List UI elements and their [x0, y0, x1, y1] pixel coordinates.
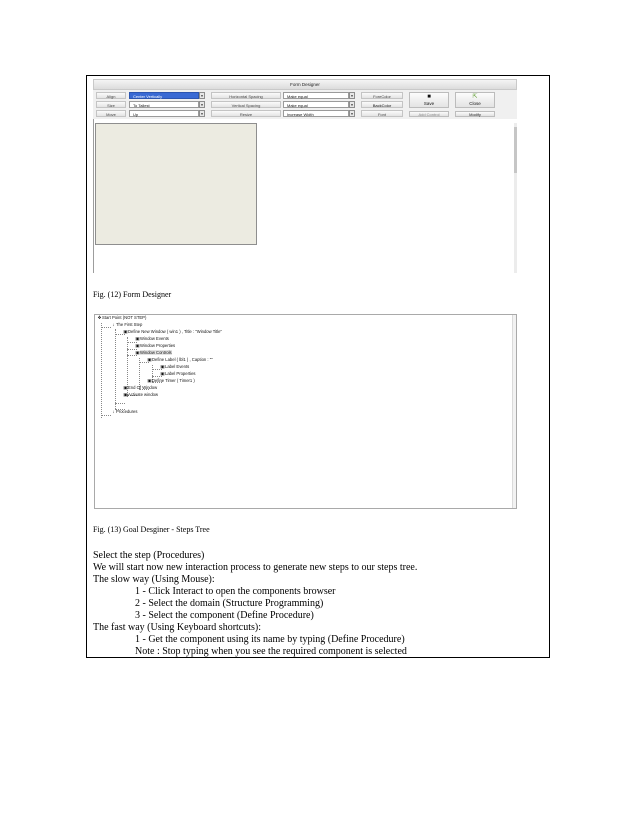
- save-label: Save: [423, 101, 435, 106]
- vertical-spacing-button[interactable]: Vertical Spacing: [211, 101, 281, 108]
- component-icon: ▣: [135, 336, 140, 341]
- fig12-caption: Fig. (12) Form Designer: [93, 290, 172, 299]
- steps-tree[interactable]: [94, 314, 517, 509]
- body-line-7: The fast way (Using Keyboard shortcuts):: [93, 622, 262, 633]
- tree-node-start-point[interactable]: ❖Start Point (NOT STEP): [97, 315, 147, 320]
- component-icon: ▣: [147, 378, 152, 383]
- size-button[interactable]: Size: [96, 101, 126, 108]
- canvas-left-border: [93, 119, 94, 273]
- form-designer-toolbar: [93, 90, 517, 121]
- modify-button[interactable]: Modify: [455, 111, 495, 117]
- body-line-9: Note : Stop typing when you see the required component is selected: [135, 646, 407, 657]
- component-icon: ▣: [160, 364, 165, 369]
- body-line-2: We will start now new interaction process to generate new steps to our steps tree.: [93, 562, 418, 573]
- tree-line: [115, 329, 116, 409]
- add-control-button[interactable]: Add Control: [409, 111, 449, 117]
- component-icon: ▣: [135, 343, 140, 348]
- horizontal-spacing-select[interactable]: Make equal: [283, 92, 349, 99]
- forecolor-button[interactable]: ForeColor: [361, 92, 403, 99]
- font-button[interactable]: Font: [361, 110, 403, 117]
- close-label: Close: [469, 101, 481, 106]
- tree-node-define-window[interactable]: ▣Define New Window ( win1 ) , Title : "Window Title": [123, 329, 222, 334]
- resize-select[interactable]: Increase Width: [283, 110, 349, 117]
- step-arrow-icon: ↓: [112, 322, 115, 327]
- dropdown-arrow-icon[interactable]: ▾: [199, 110, 205, 117]
- start-point-icon: ❖: [97, 315, 102, 320]
- close-button[interactable]: [455, 92, 495, 108]
- scrollbar-thumb[interactable]: [514, 127, 517, 173]
- body-line-5: 2 - Select the domain (Structure Programming): [135, 598, 324, 609]
- body-line-1: Select the step (Procedures): [93, 550, 205, 561]
- align-button[interactable]: Align: [96, 92, 126, 99]
- dropdown-arrow-icon[interactable]: ▾: [199, 92, 205, 99]
- floppy-disk-icon: ■: [427, 94, 431, 100]
- close-door-icon: ⇱: [472, 94, 478, 100]
- component-icon: ▣: [135, 350, 140, 355]
- tree-node-window-controls[interactable]: ▣Window Controls: [135, 350, 172, 355]
- form-design-surface[interactable]: [95, 123, 257, 245]
- horizontal-spacing-button[interactable]: Horizontal Spacing: [211, 92, 281, 99]
- component-icon: ▣: [123, 392, 128, 397]
- body-line-6: 3 - Select the component (Define Procedure): [135, 610, 314, 621]
- body-line-3: The slow way (Using Mouse):: [93, 574, 215, 585]
- component-icon: ▣: [147, 357, 152, 362]
- tree-line: [101, 323, 102, 418]
- fig13-caption: Fig. (13) Goal Desginer - Steps Tree: [93, 525, 210, 534]
- size-select[interactable]: To Tallest: [129, 101, 199, 108]
- tree-node-end-of-window[interactable]: ▣End Of Window: [123, 385, 158, 390]
- align-select[interactable]: Center Vertically: [129, 92, 199, 99]
- tree-node-define-label[interactable]: ▣Define Label ( lbl1 ) , Caption : "": [147, 357, 213, 362]
- tree-node-procedures[interactable]: ↓Procedures: [112, 409, 138, 414]
- form-designer-title: Form Designer: [93, 79, 517, 90]
- form-designer-screenshot: [93, 79, 517, 275]
- resize-button[interactable]: Resize: [211, 110, 281, 117]
- save-button[interactable]: [409, 92, 449, 108]
- dropdown-arrow-icon[interactable]: ▾: [349, 92, 355, 99]
- design-canvas[interactable]: [93, 119, 517, 273]
- tree-node-first-step[interactable]: ↓The First Step: [112, 322, 143, 327]
- tree-line: [115, 403, 125, 404]
- tree-node-window-events[interactable]: ▣Window Events: [135, 336, 169, 341]
- component-icon: ▣: [123, 329, 128, 334]
- tree-node-window-properties[interactable]: ▣Window Properties: [135, 343, 176, 348]
- tree-vertical-scrollbar[interactable]: [512, 315, 516, 508]
- move-button[interactable]: Move: [96, 110, 126, 117]
- tree-line: [101, 327, 111, 328]
- vertical-scrollbar[interactable]: [514, 123, 517, 273]
- dropdown-arrow-icon[interactable]: ▾: [349, 101, 355, 108]
- body-line-4: 1 - Click Interact to open the components browser: [135, 586, 336, 597]
- tree-node-activate-window[interactable]: ▣Activate window: [123, 392, 159, 397]
- dropdown-arrow-icon[interactable]: ▾: [349, 110, 355, 117]
- tree-node-define-timer[interactable]: ▣Define Timer ( Timer1 ): [147, 378, 195, 383]
- move-select[interactable]: Up: [129, 110, 199, 117]
- backcolor-button[interactable]: BackColor: [361, 101, 403, 108]
- component-icon: ▣: [160, 371, 165, 376]
- tree-line: [101, 415, 111, 416]
- body-line-8: 1 - Get the component using its name by typing (Define Procedure): [135, 634, 405, 645]
- tree-node-label-events[interactable]: ▣Label Events: [160, 364, 190, 369]
- component-icon: ▣: [123, 385, 128, 390]
- vertical-spacing-select[interactable]: Make equal: [283, 101, 349, 108]
- step-arrow-icon: ↓: [112, 409, 115, 414]
- tree-node-label-properties[interactable]: ▣Label Properties: [160, 371, 196, 376]
- dropdown-arrow-icon[interactable]: ▾: [199, 101, 205, 108]
